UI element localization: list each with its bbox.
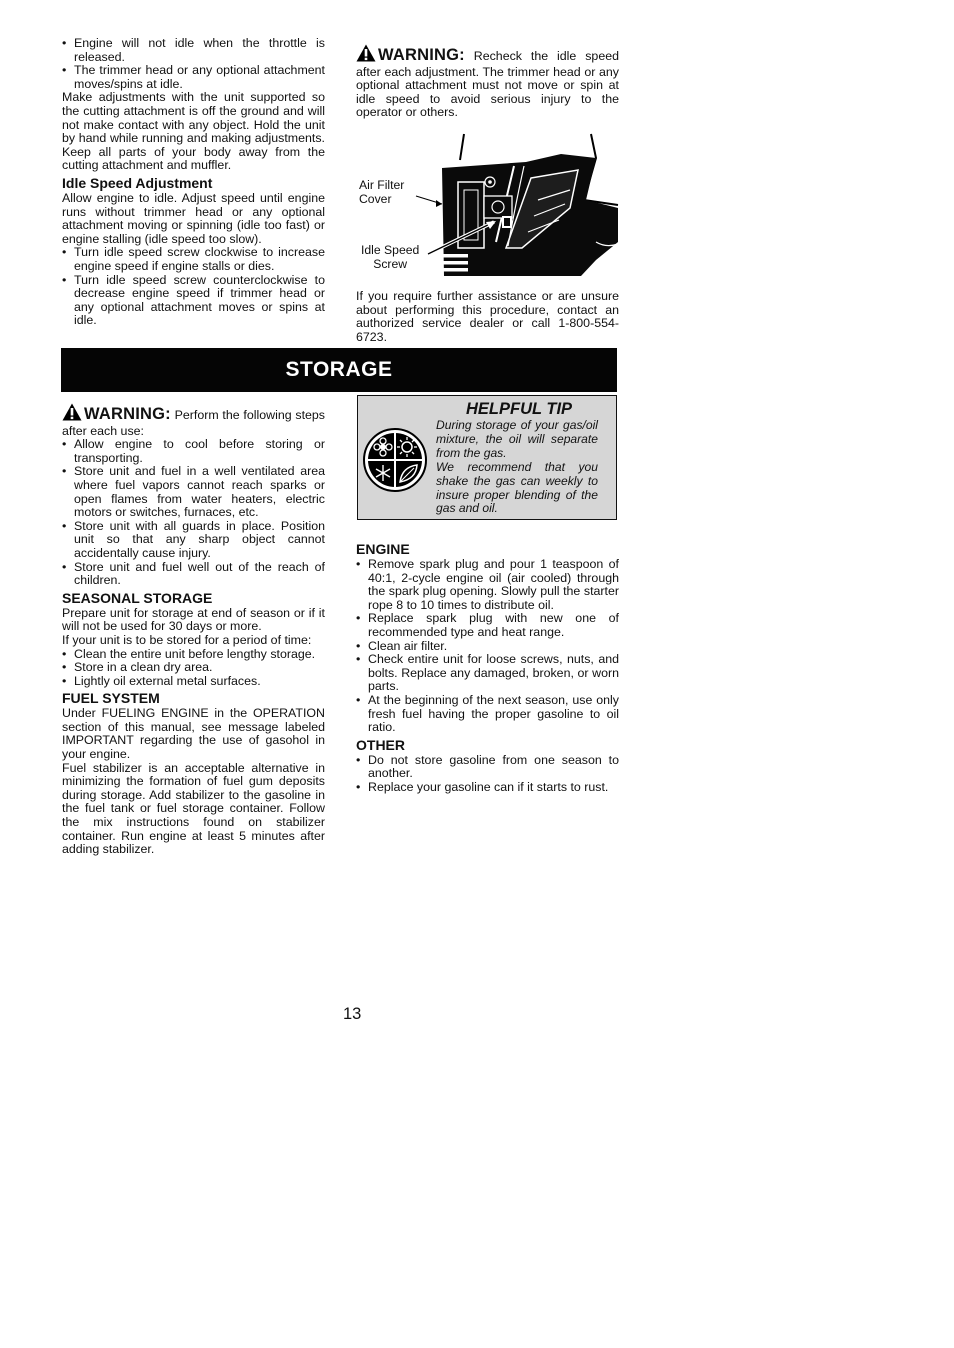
seasons-icon [362,427,428,498]
other-list [356,754,619,795]
list-item: • Turn idle speed screw clockwise to increase engine speed if engine stalls or dies. [62,246,325,273]
assistance-paragraph: If you require further assistance or are unsure about performing this procedure, contact an authorized service dealer or call 1-800-554-6723. [356,289,619,344]
top-right-warning [356,44,619,120]
engine-heading: ENGINE [356,541,410,557]
warning-label: WARNING: [84,405,171,423]
storage-left-column [62,403,325,857]
engine-list [356,558,619,735]
idle-speed-list [62,246,325,328]
list-item: • Allow engine to cool before storing or transporting. [62,438,325,465]
seasonal-list [62,648,325,689]
idle-speed-text: Allow engine to idle. Adjust speed until engine runs without trimmer head or any optional attachment moving or spinning (idle too fast) or engine stalling (idle speed too slow). [62,190,325,246]
page-number: 13 [343,1005,362,1023]
warning-text: Recheck the idle speed after each adjustment. The trimmer head or any optional attachment must not move or spin at idle speed to avoid serious injury to the operator or others. [356,49,619,120]
storage-right-column [356,539,619,795]
list-item: • At the beginning of the next season, use only fresh fuel having the proper gasoline to oil ratio. [356,694,619,735]
seasonal-text: If your unit is to be stored for a period of time: [62,632,312,647]
section-title-storage: STORAGE [61,348,617,392]
list-item: • Replace spark plug with new one of recommended type and heat range. [356,612,619,639]
fuel-system-heading: FUEL SYSTEM [62,690,160,707]
helpful-tip-box [357,395,617,520]
fuel-text: Under FUELING ENGINE in the OPERATION section of this manual, see message labeled IMPORTANT regarding the use of gasohol in your engine. [62,706,325,762]
list-item: • Clean air filter. [356,640,619,654]
adjustment-paragraph: Make adjustments with the unit supported so the cutting attachment is off the ground and will not make contact with any object. Hold the unit by hand while running and making adjustments. Keep all parts of your body away from the cutting attachment and muffler. [62,90,325,173]
warning-icon [356,44,376,66]
list-item: • Lightly oil external metal surfaces. [62,675,325,689]
helpful-tip-text: During storage of your gas/oil mixture, the oil will separate from the gas. We recommend that you shake the gas can weekly to insure proper blending of the gas and oil. [436,418,598,516]
warning-icon [62,403,82,425]
carburetor-figure [356,130,620,280]
warning-label: WARNING: [378,46,465,64]
seasonal-storage-heading: SEASONAL STORAGE [62,589,213,606]
fuel-text: Fuel stabilizer is an acceptable alternative in minimizing the formation of fuel gum deposits during storage. Add stabilizer to the gasoline in the fuel tank or fuel storage container. Follow the mix instructions found on stabilizer container. Run engine at least 5 minutes after adding stabilizer. [62,760,325,857]
idle-speed-heading: Idle Speed Adjustment [62,174,213,191]
list-item: • Do not store gasoline from one season to another. [356,754,619,781]
list-item: • Store unit with all guards in place. Position unit so that any sharp object cannot accidentally cause injury. [62,520,325,561]
list-item: • Clean the entire unit before lengthy storage. [62,648,325,662]
storage-warning [62,403,325,438]
air-filter-label: Air Filter Cover [359,178,405,206]
list-item: • Store unit and fuel in a well ventilated area where fuel vapors cannot reach sparks or open flames from water heaters, electric motors or switches, furnaces, etc. [62,465,325,519]
idle-conditions-list [62,37,325,91]
seasonal-text: Prepare unit for storage at end of season or if it will not be used for 30 days or more. [62,605,325,634]
idle-speed-screw-label: Idle Speed Screw [361,243,420,271]
storage-warning-list [62,438,325,588]
warning-text: Perform the following steps after each use: [62,408,325,438]
other-heading: OTHER [356,736,405,753]
list-item: • Check entire unit for loose screws, nuts, and bolts. Replace any damaged, broken, or worn parts. [356,653,619,694]
top-left-column [62,37,325,328]
list-item: • Replace your gasoline can if it starts to rust. [356,781,619,795]
list-item: • Store unit and fuel well out of the reach of children. [62,561,325,588]
list-item: • The trimmer head or any optional attachment moves/spins at idle. [62,64,325,91]
helpful-tip-title: HELPFUL TIP [466,400,573,418]
list-item: • Engine will not idle when the throttle is released. [62,37,325,64]
list-item: • Store in a clean dry area. [62,661,325,675]
list-item: • Remove spark plug and pour 1 teaspoon of 40:1, 2-cycle engine oil (air cooled) through the spark plug opening. Slowly pull the starter rope 8 to 10 times to distribute oil. [356,558,619,612]
list-item: • Turn idle speed screw counterclockwise to decrease engine speed if trimmer head or any optional attachment moves or spins at idle. [62,274,325,328]
